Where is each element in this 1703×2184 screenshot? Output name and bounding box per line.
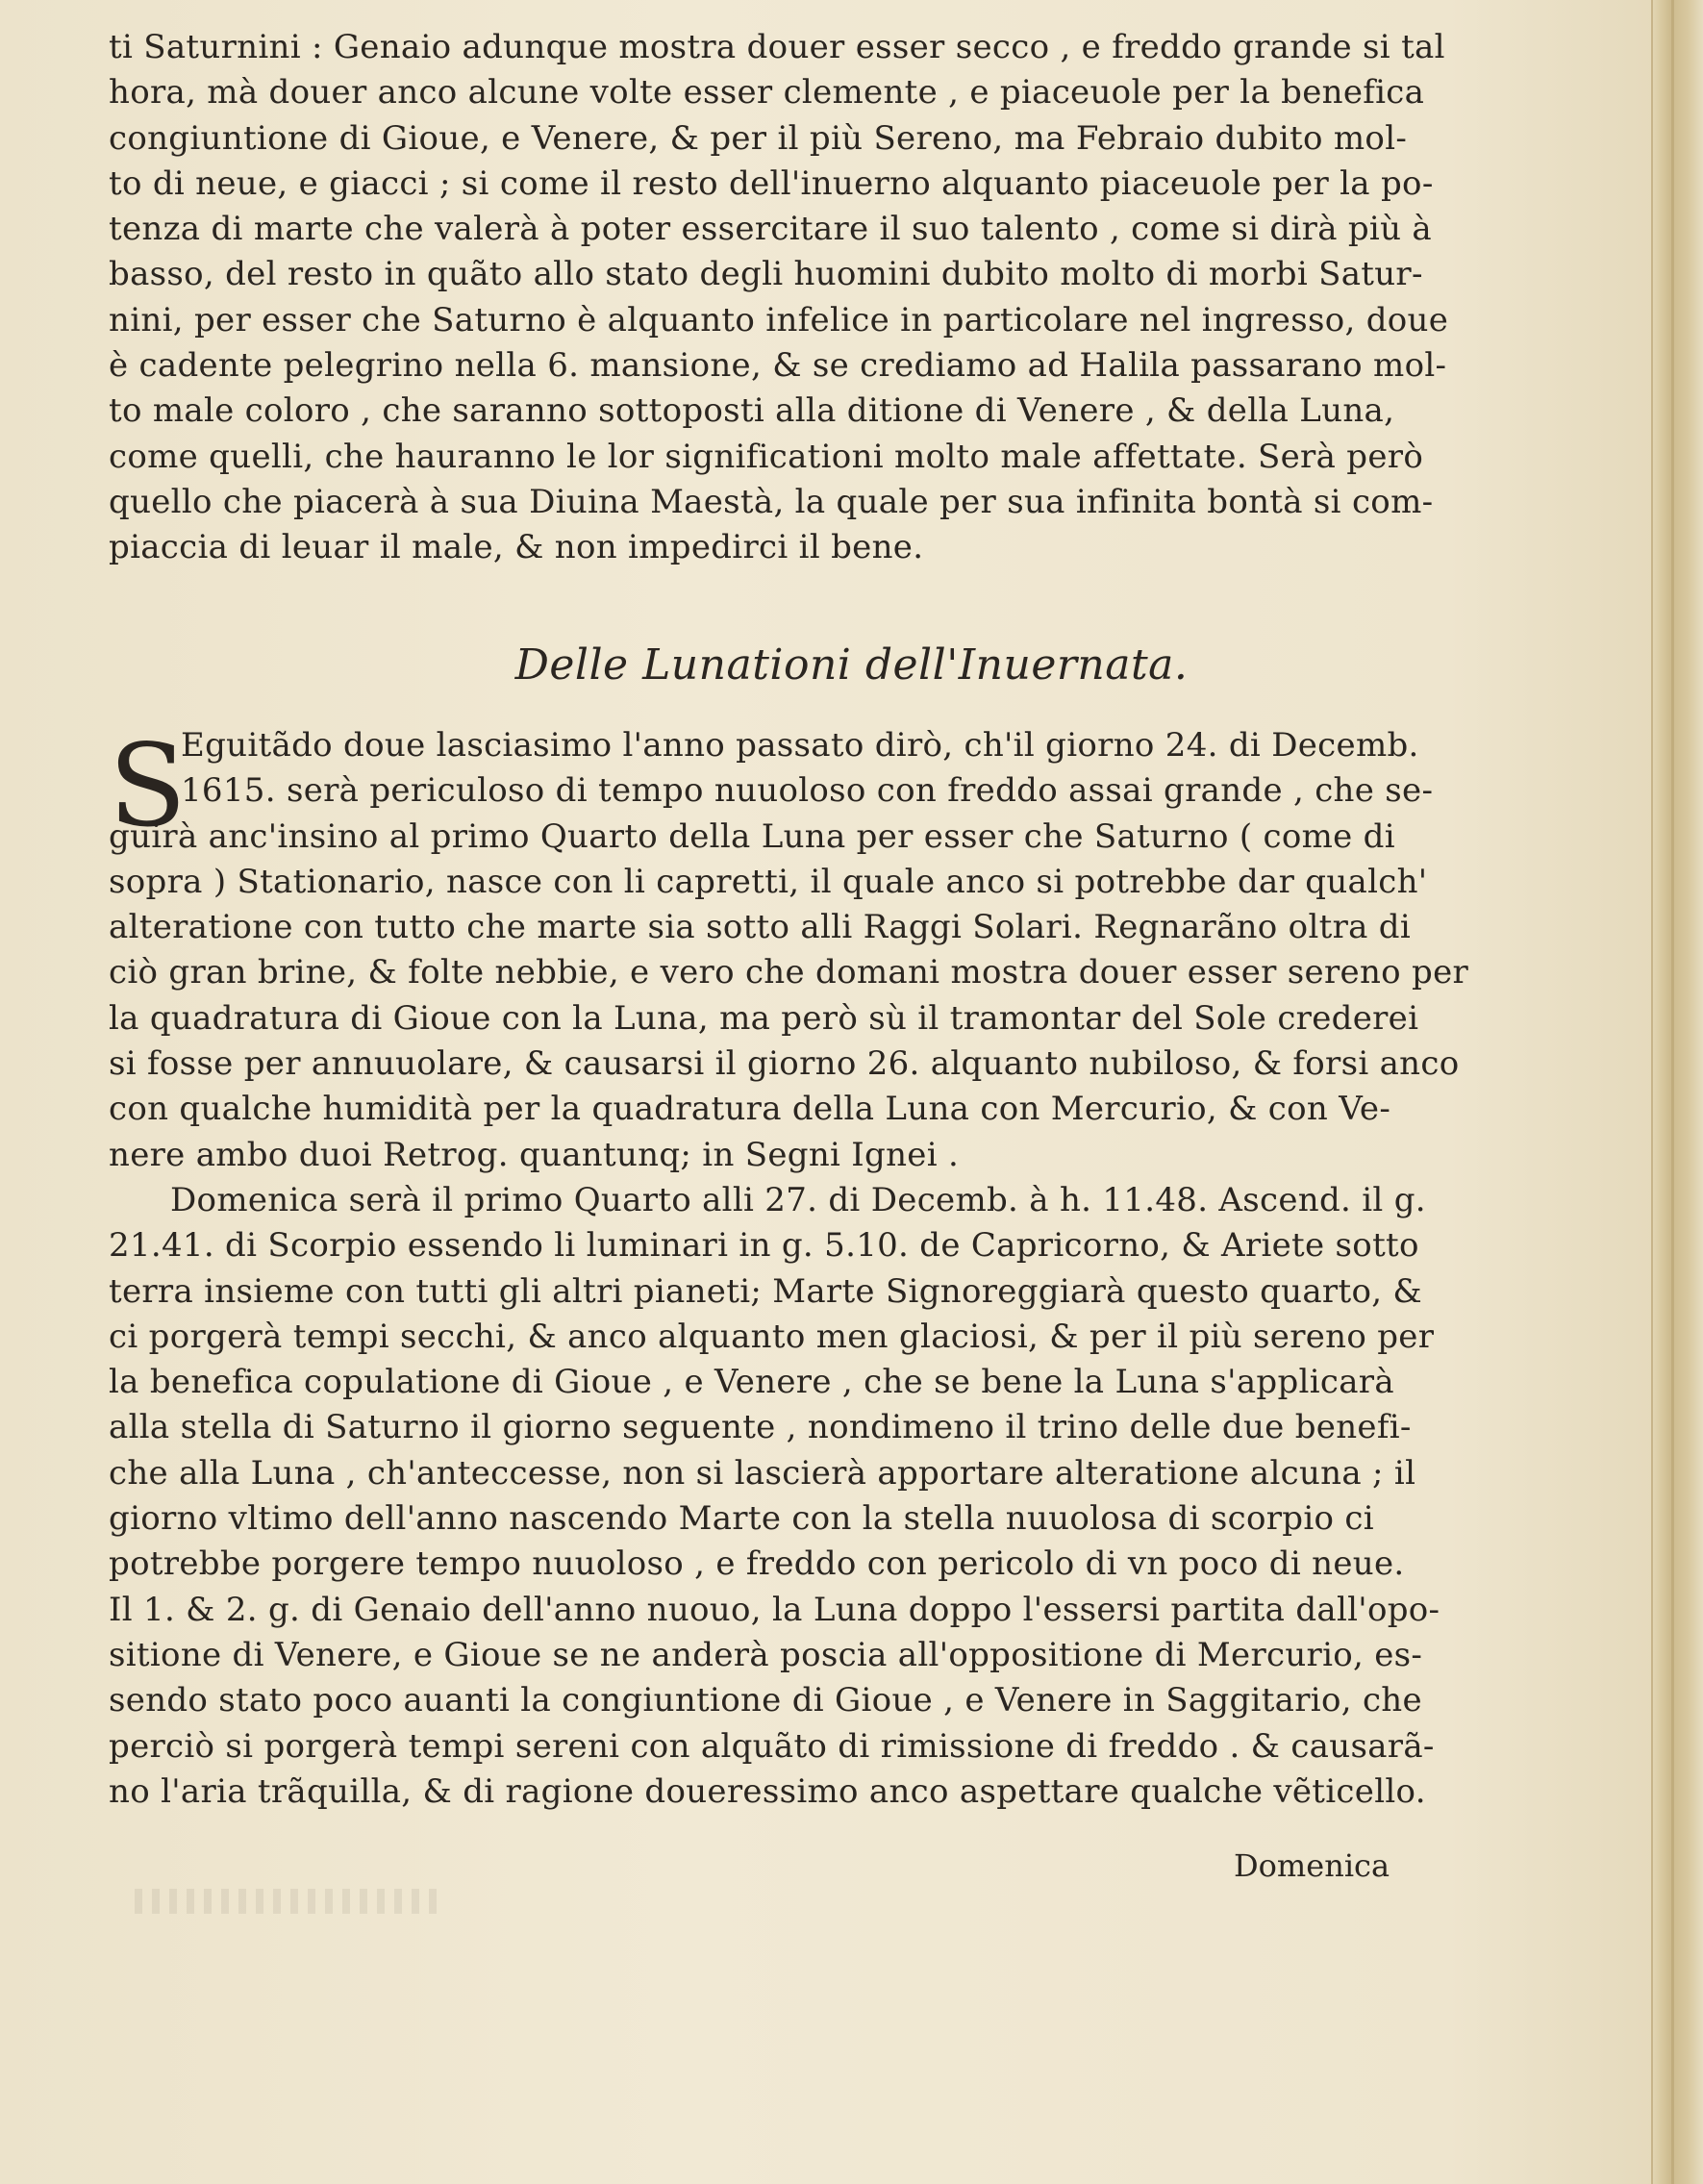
- text-line: sitione di Venere, e Gioue se ne anderà poscia all'oppositione di Mercurio, es-: [109, 1635, 1423, 1674]
- text-line: potrebbe porgere tempo nuuoloso , e freddo con pericolo di vn poco di neue.: [109, 1544, 1405, 1584]
- text-line: to di neue, e giacci ; si come il resto dell'inuerno alquanto piaceuole per la po-: [109, 163, 1434, 203]
- text-line: ti Saturnini : Genaio adunque mostra douer esser secco , e freddo grande si tal: [109, 28, 1445, 66]
- text-line: Il 1. & 2. g. di Genaio dell'anno nuouo, la Luna doppo l'essersi partita dall'opo-: [109, 1590, 1440, 1629]
- text-line: to male coloro , che saranno sottoposti alla ditione di Venere , & della Luna,: [109, 391, 1395, 431]
- text-line: giorno vltimo dell'anno nascendo Marte con la stella nuuolosa di scorpio ci: [109, 1499, 1374, 1539]
- text-line: alteratione con tutto che marte sia sotto alli Raggi Solari. Regnarãno oltra di: [109, 908, 1412, 947]
- text-line: ci porgerà tempi secchi, & anco alquanto men glaciosi, & per il più sereno per: [109, 1317, 1435, 1356]
- text-line: terra insieme con tutti gli altri pianeti; Marte Signoreggiarà questo quarto, &: [109, 1271, 1423, 1311]
- text-line: con qualche humidità per la quadratura della Luna con Mercurio, & con Ve-: [109, 1090, 1391, 1129]
- text-line: che alla Luna , ch'anteccesse, non si lascierà apportare alteratione alcuna ; il: [109, 1453, 1416, 1493]
- text-line: 21.41. di Scorpio essendo li luminari in g. 5.10. de Capricorno, & Ariete sotto: [109, 1226, 1419, 1266]
- offset-ink-mark: [135, 1889, 442, 1914]
- text-line: si fosse per annuuolare, & causarsi il giorno 26. alquanto nubiloso, & forsi anco: [109, 1044, 1460, 1084]
- text-line: 1615. serà periculoso di tempo nuuoloso con freddo assai grande , che se-: [181, 771, 1434, 811]
- text-line: perciò si porgerà tempi sereni con alquãto di rimissione di freddo . & causarã-: [109, 1726, 1435, 1766]
- binding-edge: [1671, 0, 1674, 2184]
- section-heading: Delle Lunationi dell'Inuernata.: [514, 640, 1189, 690]
- text-line: basso, del resto in quãto allo stato degli huomini dubito molto di morbi Satur-: [109, 255, 1423, 294]
- text-line: congiuntione di Gioue, e Venere, & per il più Sereno, ma Febraio dubito mol-: [109, 118, 1408, 158]
- lunations-paragraph: [109, 719, 1522, 1815]
- text-line: guirà anc'insino al primo Quarto della Luna per esser che Saturno ( come di: [109, 816, 1395, 856]
- drop-cap: S: [109, 719, 187, 852]
- text-line: piaccia di leuar il male, & non impedirci il bene.: [109, 528, 924, 567]
- text-line: Domenica serà il primo Quarto alli 27. di Decemb. à h. 11.48. Ascend. il g.: [170, 1180, 1426, 1219]
- catchword: Domenica: [1234, 1847, 1390, 1884]
- text-line: è cadente pelegrino nella 6. mansione, & se crediamo ad Halila passarano mol-: [109, 346, 1447, 386]
- text-line: sopra ) Stationario, nasce con li capretti, il quale anco si potrebbe dar qualch': [109, 862, 1428, 901]
- text-line: no l'aria trãquilla, & di ragione doueressimo anco aspettare qualche vẽticello.: [109, 1771, 1426, 1811]
- text-line: la benefica copulatione di Gioue , e Venere , che se bene la Luna s'applicarà: [109, 1363, 1394, 1402]
- text-line: sendo stato poco auanti la congiuntione di Gioue , e Venere in Saggitario, che: [109, 1681, 1422, 1720]
- text-line: nini, per esser che Saturno è alquanto infelice in particolare nel ingresso, doue: [109, 300, 1449, 339]
- text-line: come quelli, che hauranno le lor significationi molto male affettate. Serà però: [109, 437, 1424, 476]
- text-line: la quadratura di Gioue con la Luna, ma però sù il tramontar del Sole crederei: [109, 998, 1419, 1038]
- text-line: nere ambo duoi Retrog. quantunq; in Segni Ignei .: [109, 1135, 960, 1174]
- text-line: hora, mà douer anco alcune volte esser clemente , e piaceuole per la benefica: [109, 73, 1425, 113]
- text-line: alla stella di Saturno il giorno seguente , nondimeno il trino delle due benefi-: [109, 1408, 1412, 1447]
- text-line: Eguitãdo doue lasciasimo l'anno passato dirò, ch'il giorno 24. di Decemb.: [181, 726, 1419, 765]
- text-line: ciò gran brine, & folte nebbie, e vero che domani mostra douer esser sereno per: [109, 953, 1469, 992]
- page-gutter: [1651, 0, 1703, 2184]
- text-line: tenza di marte che valerà à poter essercitare il suo talento , come si dirà più à: [109, 210, 1432, 249]
- top-paragraph: [109, 25, 1522, 571]
- text-line: quello che piacerà à sua Diuina Maestà, la quale per sua infinita bontà si com-: [109, 482, 1434, 521]
